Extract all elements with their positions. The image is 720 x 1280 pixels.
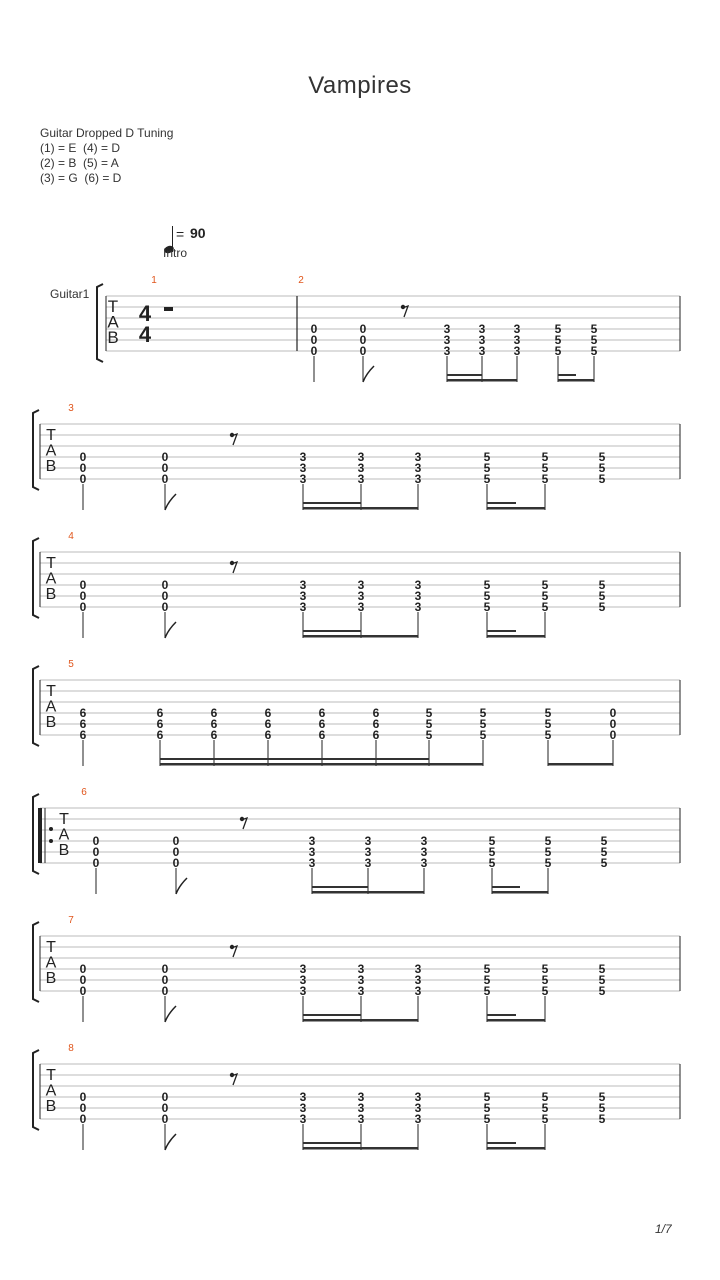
fret-number: 3 <box>364 845 372 859</box>
note-beam <box>492 886 520 888</box>
tab-letter: A <box>45 442 57 460</box>
note-beam <box>487 1014 516 1016</box>
fret-number: 0 <box>609 717 617 731</box>
fret-number: 5 <box>590 333 598 347</box>
note-beam <box>376 758 429 760</box>
measure-number: 2 <box>298 275 304 286</box>
tuning-line: (1) = E (4) = D <box>40 141 121 155</box>
fret-number: 5 <box>544 728 552 742</box>
measure-number: 6 <box>81 787 87 798</box>
fret-number: 0 <box>359 344 367 358</box>
note-beam <box>312 891 424 894</box>
fret-number: 0 <box>92 834 100 848</box>
tab-letter: T <box>46 939 56 956</box>
fret-number: 5 <box>541 578 549 592</box>
fret-number: 3 <box>357 450 365 464</box>
note-beam <box>160 763 376 766</box>
system-bracket <box>97 284 103 362</box>
fret-number: 3 <box>420 834 428 848</box>
fret-number: 0 <box>172 856 180 870</box>
tab-letter: T <box>107 297 119 316</box>
tab-letter: B <box>107 328 119 347</box>
fret-number: 0 <box>310 333 318 347</box>
tab-letter: A <box>107 312 119 332</box>
fret-number: 5 <box>598 1090 606 1104</box>
fret-number: 3 <box>308 834 316 848</box>
fret-number: 0 <box>609 728 617 742</box>
fret-number: 3 <box>357 1101 365 1115</box>
fret-number: 5 <box>598 962 606 976</box>
fret-number: 6 <box>210 706 218 720</box>
fret-number: 5 <box>483 1090 491 1104</box>
fret-number: 6 <box>79 728 87 742</box>
tempo-marking: = 90 <box>160 222 240 262</box>
fret-number: 3 <box>357 600 365 614</box>
fret-number: 3 <box>478 333 486 347</box>
fret-number: 0 <box>609 706 617 720</box>
fret-number: 5 <box>488 856 496 870</box>
tab-letter: A <box>45 954 57 972</box>
eighth-flag <box>165 494 176 510</box>
fret-number: 3 <box>414 600 422 614</box>
tab-letter: B <box>45 714 57 731</box>
eighth-flag <box>176 878 187 894</box>
fret-number: 3 <box>308 856 316 870</box>
fret-number: 0 <box>161 589 169 603</box>
repeat-dot <box>49 839 53 843</box>
fret-number: 5 <box>598 973 606 987</box>
measure-number: 1 <box>151 275 157 286</box>
system-bracket <box>33 922 39 1002</box>
fret-number: 5 <box>541 984 549 998</box>
note-beam <box>558 374 576 376</box>
fret-number: 5 <box>600 834 608 848</box>
note-beam <box>487 507 545 510</box>
fret-number: 5 <box>479 728 487 742</box>
fret-number: 3 <box>414 450 422 464</box>
fret-number: 3 <box>357 461 365 475</box>
fret-number: 5 <box>590 322 598 336</box>
note-beam <box>487 1147 545 1150</box>
fret-number: 3 <box>299 1112 307 1126</box>
fret-number: 6 <box>264 717 272 731</box>
fret-number: 6 <box>210 717 218 731</box>
tab-letter: B <box>45 970 57 987</box>
fret-number: 6 <box>318 728 326 742</box>
fret-number: 5 <box>541 1112 549 1126</box>
fret-number: 5 <box>598 984 606 998</box>
fret-number: 0 <box>79 973 87 987</box>
eighth-rest <box>231 946 237 957</box>
fret-number: 3 <box>308 845 316 859</box>
fret-number: 5 <box>598 461 606 475</box>
fret-number: 5 <box>541 450 549 464</box>
track-name: Guitar1 <box>50 287 90 301</box>
tab-letter: A <box>45 698 57 716</box>
fret-number: 0 <box>79 461 87 475</box>
fret-number: 3 <box>299 600 307 614</box>
tab-letter: A <box>45 1082 57 1100</box>
eighth-rest <box>241 818 247 829</box>
fret-number: 0 <box>79 589 87 603</box>
fret-number: 5 <box>483 600 491 614</box>
fret-number: 0 <box>161 1090 169 1104</box>
note-beam <box>303 1019 418 1022</box>
fret-number: 3 <box>364 834 372 848</box>
song-title: Vampires <box>308 72 412 99</box>
fret-number: 5 <box>541 973 549 987</box>
fret-number: 5 <box>541 1090 549 1104</box>
fret-number: 3 <box>357 1090 365 1104</box>
fret-number: 3 <box>357 589 365 603</box>
eighth-flag <box>165 1006 176 1022</box>
tab-letter: B <box>45 458 57 475</box>
fret-number: 5 <box>483 1112 491 1126</box>
note-beam <box>303 1014 361 1016</box>
fret-number: 3 <box>414 589 422 603</box>
note-beam <box>303 502 361 504</box>
fret-number: 5 <box>590 344 598 358</box>
fret-number: 3 <box>299 1101 307 1115</box>
system-bracket <box>33 538 39 618</box>
repeat-barline <box>38 808 42 863</box>
fret-number: 3 <box>414 1090 422 1104</box>
fret-number: 3 <box>513 322 521 336</box>
fret-number: 5 <box>483 472 491 486</box>
measure-number: 7 <box>68 915 74 926</box>
time-signature-top: 4 <box>138 301 152 326</box>
fret-number: 0 <box>92 845 100 859</box>
fret-number: 0 <box>79 984 87 998</box>
fret-number: 0 <box>161 962 169 976</box>
fret-number: 5 <box>541 600 549 614</box>
fret-number: 3 <box>478 344 486 358</box>
fret-number: 0 <box>161 973 169 987</box>
system-bracket <box>33 410 39 490</box>
fret-number: 0 <box>92 856 100 870</box>
eighth-flag <box>363 366 374 382</box>
measure-number: 3 <box>68 403 74 414</box>
fret-number: 5 <box>598 578 606 592</box>
tab-letter: B <box>45 586 57 603</box>
tab-letter: B <box>58 842 70 859</box>
fret-number: 3 <box>299 461 307 475</box>
fret-number: 0 <box>79 1101 87 1115</box>
fret-number: 0 <box>359 322 367 336</box>
fret-number: 3 <box>357 962 365 976</box>
fret-number: 5 <box>483 450 491 464</box>
note-beam <box>312 886 368 888</box>
fret-number: 6 <box>372 706 380 720</box>
fret-number: 0 <box>310 322 318 336</box>
fret-number: 3 <box>420 845 428 859</box>
fret-number: 3 <box>299 984 307 998</box>
tab-letter: T <box>46 427 56 444</box>
fret-number: 5 <box>554 344 562 358</box>
note-beam <box>160 758 376 760</box>
fret-number: 5 <box>598 472 606 486</box>
fret-number: 3 <box>414 973 422 987</box>
fret-number: 0 <box>79 1112 87 1126</box>
fret-number: 5 <box>554 322 562 336</box>
fret-number: 3 <box>414 578 422 592</box>
measure-number: 4 <box>68 531 74 542</box>
fret-number: 5 <box>483 1101 491 1115</box>
fret-number: 3 <box>414 461 422 475</box>
note-beam <box>303 1147 418 1150</box>
fret-number: 5 <box>425 728 433 742</box>
tuning-name: Guitar Dropped D Tuning <box>40 126 174 140</box>
fret-number: 0 <box>161 578 169 592</box>
note-beam <box>376 763 483 766</box>
measure-number: 8 <box>68 1043 74 1054</box>
fret-number: 0 <box>79 962 87 976</box>
fret-number: 6 <box>372 717 380 731</box>
eighth-rest <box>231 562 237 573</box>
fret-number: 5 <box>600 856 608 870</box>
fret-number: 5 <box>541 962 549 976</box>
fret-number: 6 <box>372 728 380 742</box>
fret-number: 5 <box>544 845 552 859</box>
fret-number: 5 <box>483 589 491 603</box>
note-beam <box>487 1142 516 1144</box>
note-beam <box>558 379 594 382</box>
fret-number: 6 <box>264 706 272 720</box>
note-beam <box>303 630 361 632</box>
section-label: Intro <box>163 246 188 260</box>
fret-number: 0 <box>172 834 180 848</box>
fret-number: 5 <box>479 717 487 731</box>
tab-letter: A <box>45 570 57 588</box>
fret-number: 0 <box>172 845 180 859</box>
fret-number: 5 <box>541 589 549 603</box>
fret-number: 0 <box>161 450 169 464</box>
eighth-flag <box>165 1134 176 1150</box>
fret-number: 3 <box>299 1090 307 1104</box>
fret-number: 3 <box>299 472 307 486</box>
tab-letter: T <box>46 683 56 700</box>
fret-number: 3 <box>357 973 365 987</box>
note-beam <box>303 507 418 510</box>
fret-number: 3 <box>364 856 372 870</box>
fret-number: 3 <box>414 962 422 976</box>
repeat-dot <box>49 827 53 831</box>
fret-number: 0 <box>79 578 87 592</box>
page-number: 1/7 <box>655 1222 672 1236</box>
fret-number: 0 <box>79 600 87 614</box>
fret-number: 5 <box>483 973 491 987</box>
fret-number: 0 <box>161 461 169 475</box>
fret-number: 0 <box>359 333 367 347</box>
fret-number: 5 <box>598 450 606 464</box>
fret-number: 3 <box>299 973 307 987</box>
fret-number: 5 <box>544 834 552 848</box>
fret-number: 6 <box>79 706 87 720</box>
note-beam <box>487 502 516 504</box>
fret-number: 0 <box>79 450 87 464</box>
fret-number: 6 <box>156 717 164 731</box>
fret-number: 3 <box>414 1101 422 1115</box>
eighth-rest <box>231 434 237 445</box>
fret-number: 5 <box>425 717 433 731</box>
fret-number: 3 <box>299 589 307 603</box>
fret-number: 0 <box>161 984 169 998</box>
fret-number: 5 <box>598 1112 606 1126</box>
system-bracket <box>33 666 39 746</box>
fret-number: 5 <box>483 962 491 976</box>
fret-number: 5 <box>488 834 496 848</box>
fret-number: 3 <box>357 984 365 998</box>
fret-number: 0 <box>161 600 169 614</box>
fret-number: 3 <box>420 856 428 870</box>
fret-number: 0 <box>161 472 169 486</box>
note-beam <box>487 1019 545 1022</box>
fret-number: 5 <box>488 845 496 859</box>
fret-number: 6 <box>156 728 164 742</box>
fret-number: 0 <box>310 344 318 358</box>
tempo-bpm: 90 <box>190 225 206 241</box>
eighth-flag <box>165 622 176 638</box>
note-beam <box>447 379 517 382</box>
tab-letter: A <box>58 826 70 844</box>
tab-letter: T <box>59 811 69 828</box>
note-beam <box>487 630 516 632</box>
fret-number: 0 <box>79 472 87 486</box>
fret-number: 3 <box>414 472 422 486</box>
fret-number: 0 <box>79 1090 87 1104</box>
fret-number: 3 <box>299 578 307 592</box>
fret-number: 3 <box>414 984 422 998</box>
fret-number: 3 <box>357 578 365 592</box>
fret-number: 6 <box>156 706 164 720</box>
fret-number: 5 <box>479 706 487 720</box>
fret-number: 3 <box>443 322 451 336</box>
eighth-rest <box>231 1074 237 1085</box>
tab-letter: B <box>45 1098 57 1115</box>
fret-number: 3 <box>443 333 451 347</box>
fret-number: 5 <box>541 1101 549 1115</box>
fret-number: 5 <box>544 717 552 731</box>
note-beam <box>492 891 548 894</box>
fret-number: 5 <box>544 856 552 870</box>
tuning-line: (2) = B (5) = A <box>40 156 119 170</box>
fret-number: 3 <box>299 450 307 464</box>
fret-number: 3 <box>513 344 521 358</box>
fret-number: 3 <box>478 322 486 336</box>
fret-number: 5 <box>544 706 552 720</box>
fret-number: 5 <box>600 845 608 859</box>
note-beam <box>303 1142 361 1144</box>
fret-number: 5 <box>425 706 433 720</box>
note-beam <box>447 374 482 376</box>
tab-letter: T <box>46 555 56 572</box>
fret-number: 5 <box>541 461 549 475</box>
fret-number: 5 <box>598 1101 606 1115</box>
note-beam <box>487 635 545 638</box>
fret-number: 3 <box>443 344 451 358</box>
fret-number: 5 <box>554 333 562 347</box>
fret-number: 3 <box>513 333 521 347</box>
fret-number: 6 <box>318 706 326 720</box>
fret-number: 6 <box>79 717 87 731</box>
fret-number: 6 <box>264 728 272 742</box>
time-signature-bottom: 4 <box>138 322 152 347</box>
half-rest <box>164 307 173 311</box>
fret-number: 5 <box>483 984 491 998</box>
fret-number: 0 <box>161 1112 169 1126</box>
fret-number: 6 <box>210 728 218 742</box>
fret-number: 0 <box>161 1101 169 1115</box>
measure-number: 5 <box>68 659 74 670</box>
fret-number: 5 <box>541 472 549 486</box>
fret-number: 5 <box>483 578 491 592</box>
fret-number: 3 <box>414 1112 422 1126</box>
fret-number: 3 <box>299 962 307 976</box>
system-bracket <box>33 1050 39 1130</box>
fret-number: 5 <box>598 589 606 603</box>
fret-number: 3 <box>357 472 365 486</box>
fret-number: 5 <box>483 461 491 475</box>
eighth-rest <box>402 306 408 317</box>
fret-number: 3 <box>357 1112 365 1126</box>
note-beam <box>303 635 418 638</box>
fret-number: 6 <box>318 717 326 731</box>
fret-number: 5 <box>598 600 606 614</box>
note-beam <box>548 763 613 766</box>
tab-letter: T <box>46 1067 56 1084</box>
tuning-line: (3) = G (6) = D <box>40 171 122 185</box>
